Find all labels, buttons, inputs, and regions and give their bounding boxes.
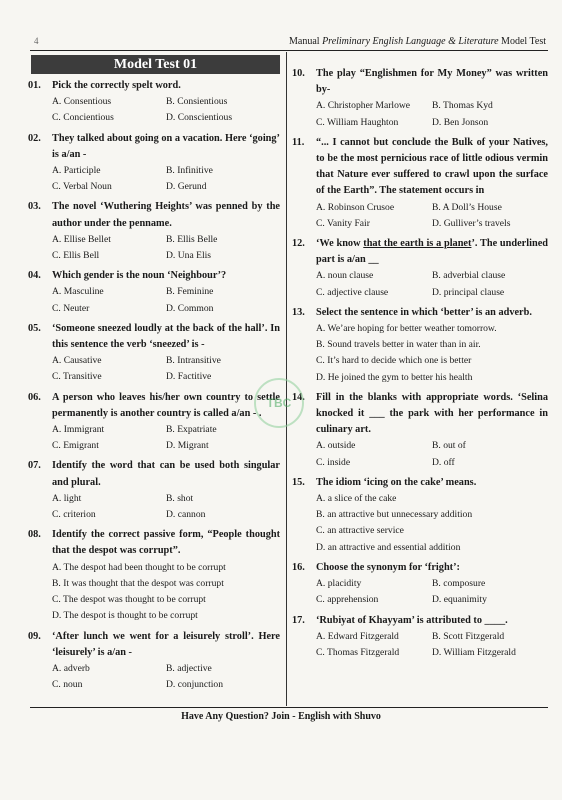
- answer-option: D. Una Elis: [166, 250, 212, 262]
- answer-option: C. Transitive: [52, 371, 102, 383]
- question-item: [28, 458, 280, 523]
- footer-rule: [30, 707, 548, 708]
- question-number: 09.: [28, 630, 41, 642]
- question-item: [28, 78, 280, 127]
- question-number: 03.: [28, 201, 41, 213]
- answer-option: A. Consentious: [52, 96, 112, 108]
- option-list: [292, 629, 548, 661]
- answer-option: B. adverbial clause: [432, 270, 506, 282]
- question-stem: [28, 131, 280, 163]
- option-list: [292, 438, 548, 470]
- answer-option: D. Gerund: [166, 181, 207, 193]
- question-stem: [292, 390, 548, 439]
- answer-option: C. an attractive service: [316, 525, 404, 537]
- question-item: [292, 613, 548, 662]
- answer-option: D. off: [432, 456, 455, 468]
- question-stem: [28, 321, 280, 353]
- answer-option: A. outside: [316, 440, 356, 452]
- question-number: 07.: [28, 460, 41, 472]
- answer-option: C. Concientious: [52, 112, 114, 124]
- answer-option: A. Participle: [52, 165, 101, 177]
- question-text: The novel ‘Wuthering Heights’ was penned by the author under the penname.: [52, 201, 280, 229]
- question-number: 01.: [28, 80, 41, 91]
- answer-option: B. Thomas Kyd: [432, 100, 493, 112]
- question-item: [28, 131, 280, 196]
- question-item: [292, 305, 548, 386]
- question-text: Identify the word that can be used both singular and plural.: [52, 460, 280, 488]
- option-list: [28, 422, 280, 454]
- question-number: 10.: [292, 68, 305, 79]
- answer-option: A. We’are hoping for better weather tomorrow.: [316, 323, 497, 335]
- question-item: [292, 66, 548, 131]
- watermark-stamp: TBC: [254, 378, 304, 428]
- answer-option: C. The despot was thought to be corrupt: [52, 594, 206, 606]
- option-list: [292, 98, 548, 130]
- answer-option: B. adjective: [166, 662, 212, 674]
- answer-option: A. Edward Fitzgerald: [316, 630, 399, 642]
- header-title-italic: Preliminary English Language & Literature: [322, 36, 499, 47]
- question-item: [28, 629, 280, 694]
- question-text: “... I cannot but conclude the Bulk of your Natives, to be the most pernicious race of little odious vermin that Nature ever suffered to crawl upon the surface of the Earth”. The statement occurs in: [316, 136, 548, 197]
- answer-option: D. Factitive: [166, 371, 212, 383]
- answer-option: D. The despot is thought to be corrupt: [52, 610, 198, 622]
- question-stem: [28, 629, 280, 661]
- question-stem: [28, 527, 280, 559]
- question-stem: [292, 135, 548, 200]
- question-stem: [292, 305, 548, 321]
- answer-option: A. noun clause: [316, 270, 374, 282]
- answer-option: D. Gulliver’s travels: [432, 217, 511, 229]
- question-number: 12.: [292, 238, 305, 250]
- question-stem: [28, 458, 280, 490]
- question-text: The play “Englishmen for My Money” was written by-: [316, 68, 548, 96]
- answer-option: D. cannon: [166, 509, 206, 521]
- right-question-list: [292, 66, 548, 661]
- answer-option: A. Immigrant: [52, 424, 105, 436]
- question-stem: [28, 390, 280, 422]
- option-list: [28, 232, 280, 264]
- question-stem: [28, 199, 280, 231]
- answer-option: B. out of: [432, 440, 466, 452]
- answer-option: C. criterion: [52, 509, 96, 521]
- answer-option: B. Ellis Belle: [166, 233, 218, 245]
- answer-option: C. adjective clause: [316, 286, 389, 298]
- answer-option: A. Masculine: [52, 286, 104, 298]
- question-number: 02.: [28, 132, 41, 144]
- answer-option: C. Neuter: [52, 302, 90, 314]
- answer-option: A. adverb: [52, 662, 90, 674]
- right-column: [292, 66, 548, 665]
- answer-option: C. apprehension: [316, 594, 379, 606]
- answer-option: D. He joined the gym to better his health: [316, 371, 473, 383]
- question-item: [28, 268, 280, 317]
- running-header: [289, 36, 546, 47]
- answer-option: C. inside: [316, 456, 351, 468]
- question-number: 11.: [292, 136, 305, 148]
- footer-text: Have Any Question? Join - English with Shuvo: [181, 711, 381, 722]
- answer-option: A. Causative: [52, 355, 102, 367]
- answer-option: B. Sound travels better in water than in air.: [316, 339, 481, 351]
- question-item: [28, 390, 280, 455]
- question-stem: [292, 613, 548, 629]
- left-question-list: [28, 78, 280, 693]
- option-list: [292, 268, 548, 300]
- answer-option: A. The despot had been thought to be corrupt: [52, 561, 226, 573]
- question-number: 06.: [28, 391, 41, 403]
- question-text: Pick the correctly spelt word.: [52, 80, 181, 91]
- question-number: 14.: [292, 391, 305, 403]
- answer-option: C. Thomas Fitzgerald: [316, 646, 400, 658]
- question-number: 05.: [28, 322, 41, 334]
- answer-option: C. Emigrant: [52, 440, 99, 452]
- question-item: [292, 236, 548, 301]
- option-list: [292, 491, 548, 556]
- answer-option: B. Consientious: [166, 96, 228, 108]
- question-text: A person who leaves his/her own country to settle permanently is another country is called a/an - .: [52, 391, 280, 419]
- question-text: Choose the synonym for ‘fright’:: [316, 561, 460, 573]
- question-text: Fill in the blanks with appropriate words. ‘Selina knocked it ___ the park with her performance in culinary art.: [316, 391, 548, 436]
- answer-option: A. Robinson Crusoe: [316, 201, 395, 213]
- answer-option: D. Common: [166, 302, 214, 314]
- answer-option: A. Ellise Bellet: [52, 233, 111, 245]
- question-item: [292, 135, 548, 232]
- question-text: ‘Someone sneezed loudly at the back of the hall’. In this sentence the verb ‘sneezed’ is -: [52, 322, 280, 351]
- answer-option: A. placidity: [316, 578, 362, 590]
- question-text: Which gender is the noun ‘Neighbour’?: [52, 270, 227, 282]
- option-list: [292, 200, 548, 232]
- answer-option: B. Intransitive: [166, 355, 221, 367]
- question-text-underlined: that the earth is a planet: [363, 238, 472, 250]
- question-number: 04.: [28, 270, 41, 282]
- answer-option: B. It was thought that the despot was corrupt: [52, 577, 224, 589]
- answer-option: C. noun: [52, 679, 83, 691]
- option-list: [28, 94, 280, 126]
- answer-option: D. Conscientious: [166, 112, 233, 124]
- question-stem: [292, 236, 548, 268]
- option-list: [28, 163, 280, 195]
- question-number: 15.: [292, 476, 305, 488]
- answer-option: C. Ellis Bell: [52, 250, 100, 262]
- option-list: [28, 353, 280, 385]
- question-text-after: ’. The underlined part is a/an __: [316, 238, 548, 266]
- question-item: [292, 560, 548, 609]
- question-stem: [28, 78, 280, 94]
- option-list: [28, 661, 280, 693]
- question-number: 17.: [292, 614, 305, 626]
- question-text: The idiom ‘icing on the cake’ means.: [316, 476, 477, 488]
- header-title-tail: Model Test: [498, 36, 546, 47]
- question-item: [28, 527, 280, 624]
- question-stem: [28, 268, 280, 284]
- answer-option: C. Verbal Noun: [52, 181, 112, 193]
- question-text-before: ‘We know: [316, 238, 364, 250]
- answer-option: A. Christopher Marlowe: [316, 100, 411, 112]
- answer-option: B. Infinitive: [166, 165, 213, 177]
- question-item: [292, 475, 548, 556]
- question-text: ‘Rubiyat of Khayyam’ is attributed to ____.: [316, 614, 508, 626]
- answer-option: A. light: [52, 492, 82, 504]
- answer-option: B. Expatriate: [166, 424, 217, 436]
- answer-option: C. It’s hard to decide which one is better: [316, 355, 472, 367]
- answer-option: B. Scott Fitzgerald: [432, 630, 505, 642]
- question-item: [292, 390, 548, 471]
- page-number: 4: [34, 36, 39, 46]
- question-stem: [292, 475, 548, 491]
- answer-option: B. Feminine: [166, 286, 214, 298]
- question-number: 13.: [292, 306, 305, 318]
- answer-option: B. composure: [432, 578, 486, 590]
- question-text: ‘After lunch we went for a leisurely stroll’. Here ‘leisurely’ is a/an -: [52, 630, 280, 658]
- answer-option: D. an attractive and essential addition: [316, 541, 461, 553]
- question-text: Identify the correct passive form, “People thought that the despot was corrupt”.: [52, 529, 280, 557]
- answer-option: D. principal clause: [432, 286, 505, 298]
- answer-option: A. a slice of the cake: [316, 493, 397, 505]
- question-item: [28, 199, 280, 264]
- left-column: [28, 55, 280, 697]
- answer-option: D. Migrant: [166, 440, 209, 452]
- answer-option: C. Vanity Fair: [316, 217, 370, 229]
- answer-option: D. equanimity: [432, 594, 487, 606]
- option-list: [28, 284, 280, 316]
- question-stem: [292, 560, 548, 576]
- answer-option: B. A Doll’s House: [432, 201, 502, 213]
- option-list: [28, 491, 280, 523]
- answer-option: D. conjunction: [166, 679, 224, 691]
- question-stem: [292, 66, 548, 98]
- option-list: [292, 576, 548, 608]
- question-text: They talked about going on a vacation. Here ‘going’ is a/an -: [52, 132, 280, 160]
- option-list: [292, 321, 548, 386]
- model-test-banner: Model Test 01: [31, 55, 280, 74]
- answer-option: B. an attractive but unnecessary addition: [316, 509, 473, 521]
- question-number: 16.: [292, 561, 305, 573]
- option-list: [28, 560, 280, 625]
- header-title-plain: Manual: [289, 36, 323, 47]
- answer-option: B. shot: [166, 492, 194, 504]
- answer-option: D. William Fitzgerald: [432, 646, 516, 658]
- question-item: [28, 321, 280, 386]
- answer-option: C. William Haughton: [316, 116, 399, 128]
- question-text: Select the sentence in which ‘better’ is an adverb.: [316, 306, 532, 318]
- header-rule: [30, 50, 548, 51]
- question-text: [316, 236, 548, 268]
- answer-option: D. Ben Jonson: [432, 116, 489, 128]
- question-number: 08.: [28, 529, 41, 541]
